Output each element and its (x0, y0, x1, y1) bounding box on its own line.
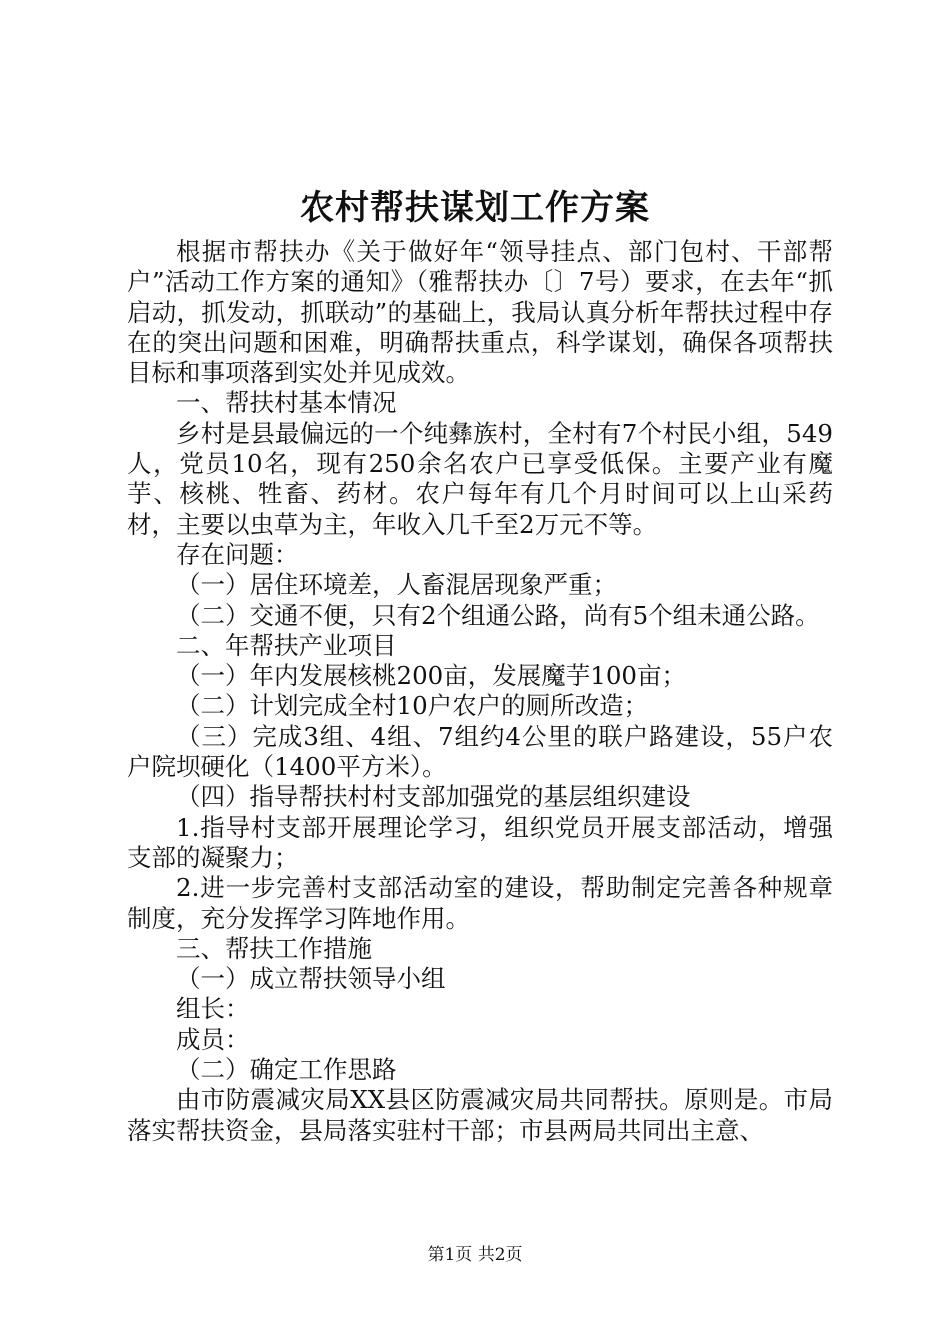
measure-item-2: （二）确定工作思路 (176, 1055, 397, 1085)
measure-item-1: （一）成立帮扶领导小组 (176, 964, 446, 994)
document-title: 农村帮扶谋划工作方案 (300, 188, 650, 228)
party-item-2: 2.进一步完善村支部活动室的建设，帮助制定完善各种规章制度，充分发挥学习阵地作用。 (127, 873, 833, 933)
subheading-problems: 存在问题： (176, 539, 299, 569)
page-footer: 第1页 共2页 (427, 1245, 523, 1265)
paragraph-intro: 根据市帮扶办《关于做好年“领导挂点、部门包村、干部帮户”活动工作方案的通知》（雅帮扶办〔〕7号）要求，在去年“抓启动，抓发动，抓联动”的基础上，我局认真分析年帮扶过程中存在的突出问题和困难，明确帮扶重点，科学谋划，确保各项帮扶目标和事项落到实处并见成效。 (127, 237, 833, 388)
leader-label: 组长： (176, 994, 250, 1024)
party-item-1: 1.指导村支部开展理论学习，组织党员开展支部活动，增强支部的凝聚力； (127, 812, 833, 872)
document-body (127, 237, 833, 1146)
section-heading-3: 三、帮扶工作措施 (176, 933, 372, 963)
members-label: 成员： (176, 1024, 250, 1054)
problem-item-2: （二）交通不便，只有2个组通公路，尚有5个组未通公路。 (176, 600, 820, 630)
paragraph-approach: 由市防震减灾局XX县区防震减灾局共同帮扶。原则是。市局落实帮扶资金，县局落实驻村干部；市县两局共同出主意、 (127, 1085, 833, 1145)
paragraph-village-info: 乡村是县最偏远的一个纯彝族村，全村有7个村民小组，549人，党员10名，现有250余名农户已享受低保。主要产业有魔芋、核桃、牲畜、药材。农户每年有几个月时间可以上山采药材，主要以虫草为主，年收入几千至2万元不等。 (127, 418, 833, 539)
section-heading-2: 二、年帮扶产业项目 (176, 630, 397, 660)
project-item-3: （三）完成3组、4组、7组约4公里的联户路建设，55户农户院坝硬化（1400平方米）。 (127, 721, 833, 782)
project-item-1: （一）年内发展核桃200亩，发展魔芋100亩； (176, 661, 687, 691)
project-item-2: （二）计划完成全村10户农户的厕所改造； (176, 691, 649, 721)
project-item-4: （四）指导帮扶村村支部加强党的基层组织建设 (176, 782, 691, 812)
section-heading-1: 一、帮扶村基本情况 (176, 388, 397, 418)
problem-item-1: （一）居住环境差，人畜混居现象严重； (176, 570, 617, 600)
